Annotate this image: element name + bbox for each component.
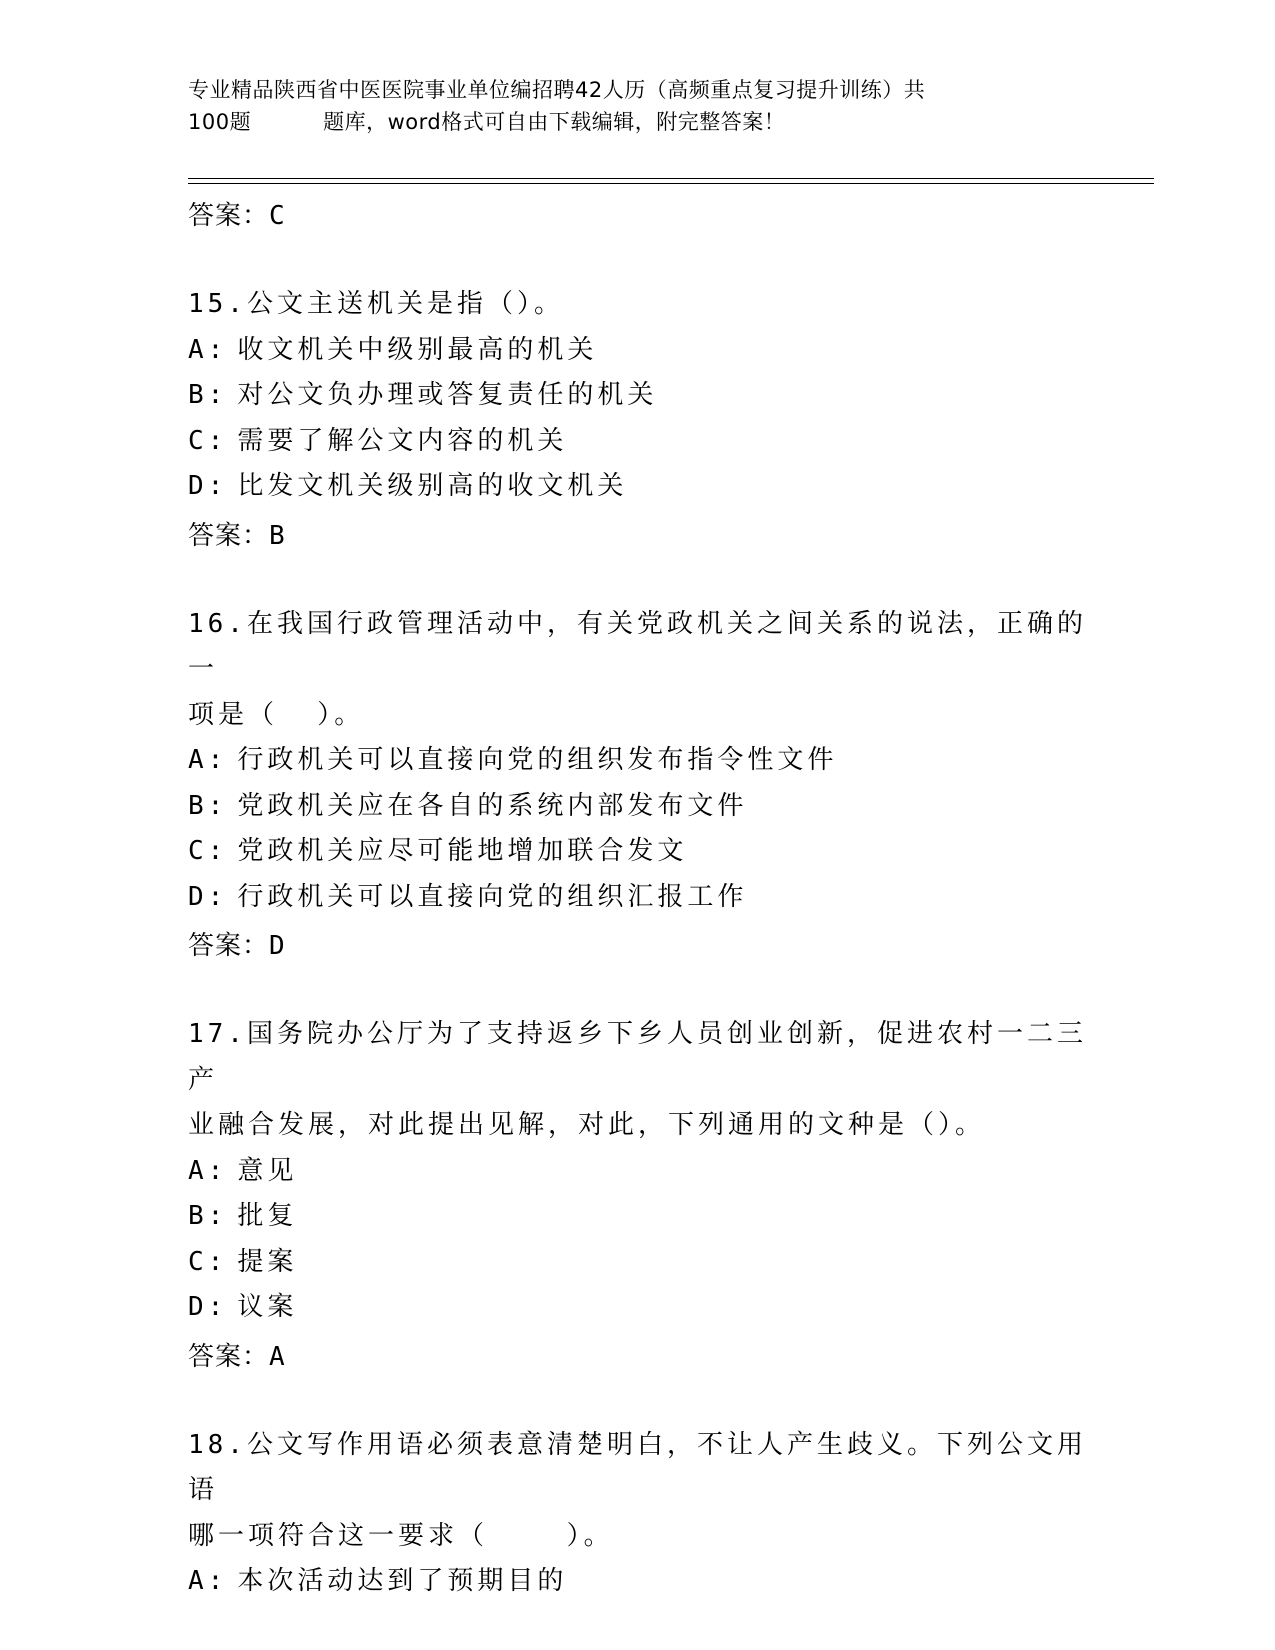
option-d — [188, 1285, 1088, 1331]
option-key: D: — [188, 471, 228, 501]
answer-label: 答案： — [188, 201, 270, 231]
option-key: A: — [188, 1566, 228, 1596]
answer-value: A — [269, 1341, 285, 1372]
question-text-line: 15.公文主送机关是指（）。 — [188, 289, 564, 319]
answer-label: 答案： — [188, 520, 270, 551]
option-key: A: — [188, 745, 228, 775]
option-a — [188, 1149, 1088, 1195]
option-text: 提案 — [237, 1246, 298, 1277]
option-b — [188, 784, 1088, 830]
answer-label: 答案： — [188, 1341, 270, 1372]
option-text: 收文机关中级别最高的机关 — [237, 334, 598, 365]
answer-value: B — [269, 520, 285, 551]
option-key: C: — [188, 1246, 228, 1277]
option-b — [188, 373, 1088, 419]
question-item — [188, 282, 1088, 558]
header-description: 题库，word格式可自由下载编辑，附完整答案！ — [323, 110, 786, 134]
option-d — [188, 875, 1088, 921]
option-c — [188, 1240, 1088, 1286]
option-text: 本次活动达到了预期目的 — [237, 1566, 568, 1596]
option-key: B: — [188, 380, 228, 410]
question-item — [188, 1423, 1088, 1605]
option-b — [188, 1194, 1088, 1240]
option-text: 对公文负办理或答复责任的机关 — [237, 380, 658, 410]
option-key: A: — [188, 334, 228, 365]
answer-line — [188, 514, 1088, 558]
option-c — [188, 419, 1088, 465]
header-divider-thick — [188, 178, 1154, 179]
answer-value: D — [269, 931, 285, 961]
option-a — [188, 1559, 1088, 1605]
option-key: C: — [188, 425, 228, 456]
option-text: 行政机关可以直接向党的组织发布指令性文件 — [237, 745, 838, 775]
option-text: 批复 — [237, 1201, 298, 1231]
option-key: B: — [188, 790, 228, 821]
question-text-line: 业融合发展，对此提出见解，对此，下列通用的文种是（）。 — [188, 1110, 986, 1140]
question-text-line: 18.公文写作用语必须表意清楚明白，不让人产生歧义。下列公文用语 — [188, 1429, 1087, 1505]
answer-line — [188, 924, 1088, 968]
document-header — [188, 74, 1068, 138]
option-a — [188, 738, 1088, 784]
header-question-count: 100题 — [188, 110, 252, 134]
option-text: 比发文机关级别高的收文机关 — [237, 471, 628, 501]
option-key: A: — [188, 1155, 228, 1186]
option-text: 需要了解公文内容的机关 — [237, 425, 568, 456]
option-a — [188, 328, 1088, 374]
option-text: 行政机关可以直接向党的组织汇报工作 — [237, 881, 748, 912]
answer-line — [188, 194, 1088, 238]
option-key: C: — [188, 836, 228, 866]
option-key: D: — [188, 881, 228, 912]
option-text: 党政机关应在各自的系统内部发布文件 — [237, 790, 748, 821]
question-text-line: 16.在我国行政管理活动中，有关党政机关之间关系的说法，正确的一 — [188, 608, 1087, 684]
option-d — [188, 464, 1088, 510]
question-list — [188, 190, 1088, 1605]
option-text: 议案 — [237, 1292, 298, 1322]
answer-value: C — [269, 201, 285, 231]
header-divider-thin — [188, 183, 1154, 184]
option-key: B: — [188, 1201, 228, 1231]
question-text-line: 项是（ ）。 — [188, 699, 365, 730]
header-title-line-2 — [188, 106, 1068, 138]
header-title-line-1: 专业精品陕西省中医医院事业单位编招聘42人历（高频重点复习提升训练）共 — [188, 78, 926, 102]
question-item — [188, 1012, 1088, 1379]
option-key: D: — [188, 1292, 228, 1322]
question-item — [188, 602, 1088, 969]
answer-label: 答案： — [188, 931, 270, 961]
option-text: 党政机关应尽可能地增加联合发文 — [237, 836, 688, 866]
option-c — [188, 829, 1088, 875]
question-text-line: 哪一项符合这一要求（ ）。 — [188, 1520, 614, 1551]
question-text-line: 17.国务院办公厅为了支持返乡下乡人员创业创新，促进农村一二三产 — [188, 1019, 1087, 1095]
option-text: 意见 — [237, 1155, 298, 1186]
answer-line — [188, 1335, 1088, 1379]
